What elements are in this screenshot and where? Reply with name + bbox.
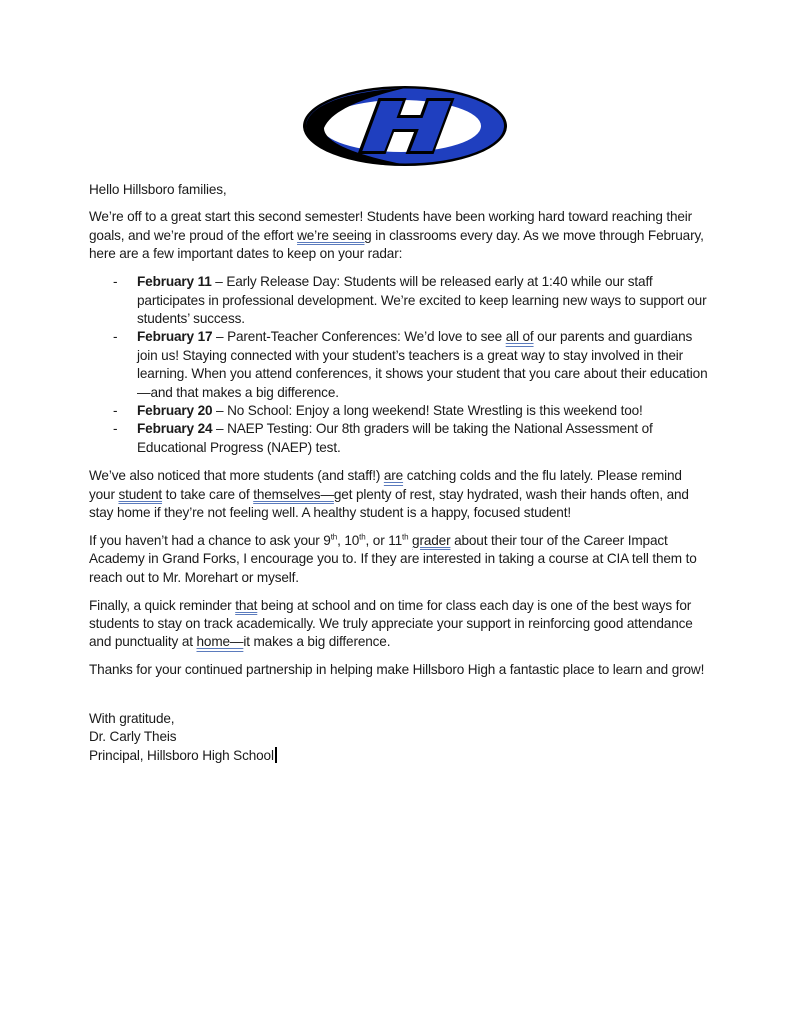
list-item: - February 24 – NAEP Testing: Our 8th graders will be taking the National Assessment of Educational Progress (NAEP) test. — [113, 421, 653, 455]
intro-paragraph: We’re off to a great start this second semester! Students have been working hard toward reaching their goals, and we’re proud of the effort we’re seeing in classrooms every day. As we move through February, here are a few important dates to keep on your radar: — [89, 209, 704, 262]
important-dates-list — [89, 273, 711, 457]
date-label: February 17 — [137, 329, 213, 345]
date-label: February 24 — [137, 421, 213, 437]
attendance-paragraph: Finally, a quick reminder that being at school and on time for class each day is one of the best ways for students to stay on track academically. We truly appreciate your support in reinforcing good attendance and punctuality at home—it makes a big difference. — [89, 597, 693, 650]
health-paragraph: We’ve also noticed that more students (and staff!) are catching colds and the flu lately. Please remind your student to take care of themselves—get plenty of rest, stay hydrated, wash their hands often, and stay home if they’re not feeling well. A healthy student is a happy, focused student! — [89, 468, 689, 520]
list-item: - February 11 – Early Release Day: Students will be released early at 1:40 while our staff participates in professional development. We’re excited to keep learning new ways to support our students’ success. — [113, 274, 707, 326]
bullet-dash: - — [113, 274, 118, 290]
text-cursor — [275, 747, 277, 763]
list-item: - February 20 – No School: Enjoy a long weekend! State Wrestling is this weekend too! — [89, 402, 711, 420]
greeting: Hello Hillsboro families, — [89, 182, 227, 197]
signature-block — [89, 710, 711, 765]
list-item: - February 17 – Parent-Teacher Conferences: We’d love to see all of our parents and guardians join us! Staying connected with your student’s teachers is a great way to stay involved in their learning. When you attend conferences, it shows your student that you care about their education—and that makes a big difference. — [113, 329, 708, 400]
cia-paragraph: If you haven’t had a chance to ask your 9th, 10th, or 11th grader about their tour of the Career Impact Academy in Grand Forks, I encourage you to. If they are interested in taking a course at CIA tell them to reach out to Mr. Morehart or myself. — [89, 532, 697, 585]
thanks-paragraph: Thanks for your continued partnership in helping make Hillsboro High a fantastic place to learn and grow! — [89, 662, 705, 678]
signer-title[interactable]: Principal, Hillsboro High School — [89, 747, 711, 765]
signer-name: Dr. Carly Theis — [89, 729, 177, 745]
closing: With gratitude, — [89, 710, 175, 726]
date-label: February 11 — [137, 274, 212, 290]
bullet-dash: - — [113, 329, 118, 345]
letter-body — [89, 181, 711, 765]
date-label: February 20 — [137, 402, 213, 418]
bullet-dash: - — [113, 421, 118, 437]
school-logo — [302, 84, 508, 168]
bullet-dash: - — [113, 402, 118, 418]
